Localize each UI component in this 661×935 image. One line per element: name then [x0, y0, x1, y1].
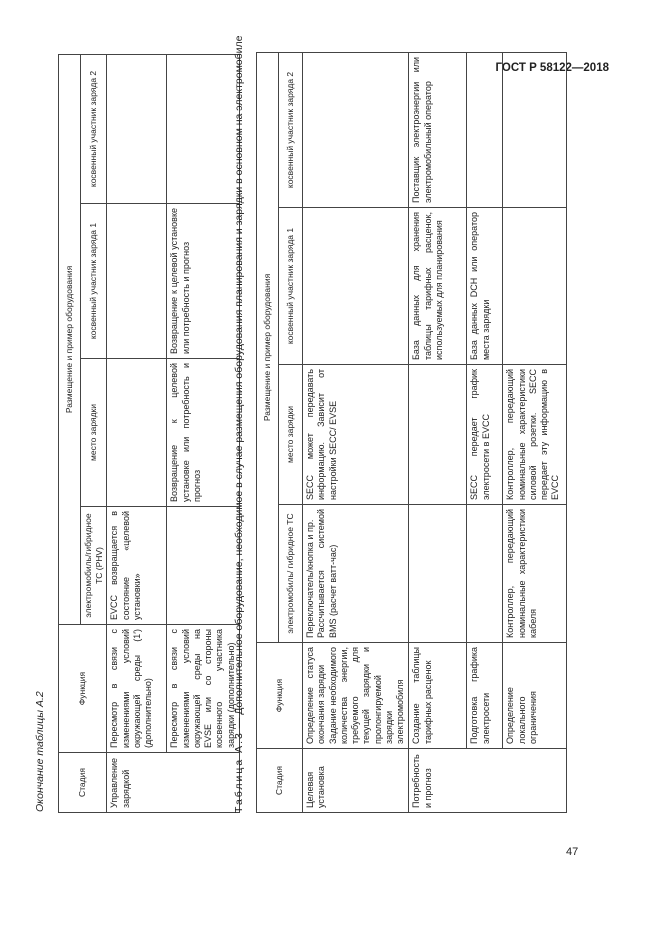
table-a2-caption: Окончание таблицы А.2: [34, 691, 46, 812]
cell-ev: [409, 505, 467, 643]
table-a3: [256, 52, 567, 813]
cell-indirect-2: [303, 52, 409, 207]
table-row: [467, 52, 503, 812]
table-row: [409, 52, 467, 812]
cell-function: Создание таблицы тарифных расценок: [409, 643, 467, 749]
cell-indirect-2: Поставщик электроэнергии или электромобильный оператор: [409, 52, 467, 207]
header-ev: электромобиль/гибридное ТС (PHV): [81, 507, 107, 625]
cell-function: Пересмотр в связи с изменениями условий окружающей среды на EVSE или со стороны косвенного участника зарядки (дополнительно): [167, 625, 240, 753]
cell-indirect-1: База данных для хранения таблицы тарифных расценок, используемых для планирования: [409, 208, 467, 365]
cell-indirect-2: [107, 54, 167, 203]
cell-stage: Управление зарядкой: [107, 753, 240, 813]
table-row: [167, 54, 240, 812]
header-indirect-1: косвенный участник заряда 1: [279, 208, 303, 365]
cell-charge-place: SECC может передавать информацию. Зависит от настройки SECC/ EVSE: [303, 365, 409, 505]
table-a3-caption: Таблица А.3 — Дополнительное оборудование, необходимое в случае размещения оборудования планирования и зарядки в основном на электромобиле: [233, 35, 245, 813]
cell-ev: [467, 505, 503, 643]
table-row: [503, 52, 567, 812]
header-indirect-2: косвенный участник заряда 2: [279, 52, 303, 207]
header-stage: Стадия: [59, 753, 107, 813]
header-function: Функция: [257, 643, 303, 749]
cell-function: Подготовка графика электросети: [467, 643, 503, 749]
header-stage: Стадия: [257, 749, 303, 813]
table-row: [107, 54, 167, 812]
table-a2: [58, 54, 240, 813]
header-ev: электромобиль/ гибридное ТС: [279, 505, 303, 643]
header-indirect-2: косвенный участник заряда 2: [81, 54, 107, 203]
cell-stage: Целевая установка: [303, 749, 409, 813]
header-charge-place: место зарядки: [279, 365, 303, 505]
cell-indirect-1: Возвращение к целевой установке или потребность и прогноз: [167, 204, 240, 359]
cell-charge-place: SECC передает график электросети в EVCC: [467, 365, 503, 505]
header-function: Функция: [59, 625, 107, 753]
cell-indirect-1: База данных DCH или оператор места зарядки: [467, 208, 503, 365]
cell-ev: Контроллер, передающий номинальные характеристики кабеля: [503, 505, 567, 643]
header-placement: Размещение и пример оборудования: [257, 52, 279, 642]
page-number: 47: [566, 846, 579, 858]
cell-indirect-1: [503, 208, 567, 365]
cell-indirect-2: [167, 54, 240, 203]
cell-indirect-1: [107, 204, 167, 359]
cell-indirect-1: [303, 208, 409, 365]
header-indirect-1: косвенный участник заряда 1: [81, 204, 107, 359]
cell-indirect-2: [503, 52, 567, 207]
cell-function: Пересмотр в связи с изменениями условий окружающей среды (1′) (дополнительно): [107, 625, 167, 753]
cell-stage: Потребность и прогноз: [409, 749, 567, 813]
cell-function: Определение статуса окончания зарядки Задание необходимого количества энергии, требуемого для текущей зарядки и пролонгируемой зарядки электромобиля: [303, 643, 409, 749]
cell-ev: Переключатель/кнопка и пр. Рассчитывается системой BMS (расчет ватт-час): [303, 505, 409, 643]
header-charge-place: место зарядки: [81, 359, 107, 507]
cell-indirect-2: [467, 52, 503, 207]
table-row: [303, 52, 409, 812]
cell-charge-place: [107, 359, 167, 507]
cell-charge-place: [409, 365, 467, 505]
document-standard-header: ГОСТ Р 58122—2018: [495, 62, 609, 74]
cell-charge-place: Возвращение к целевой установке или потребность и прогноз: [167, 359, 240, 507]
cell-ev: [167, 507, 240, 625]
cell-charge-place: Контроллер, передающий номинальные характеристики силовой розетки. SECC передает эту информацию в EVCC: [503, 365, 567, 505]
cell-ev: EVCC возвращается в состояние «целевой установки»: [107, 507, 167, 625]
header-placement: Размещение и пример оборудования: [59, 54, 81, 624]
cell-function: Определение локального ограничения: [503, 643, 567, 749]
